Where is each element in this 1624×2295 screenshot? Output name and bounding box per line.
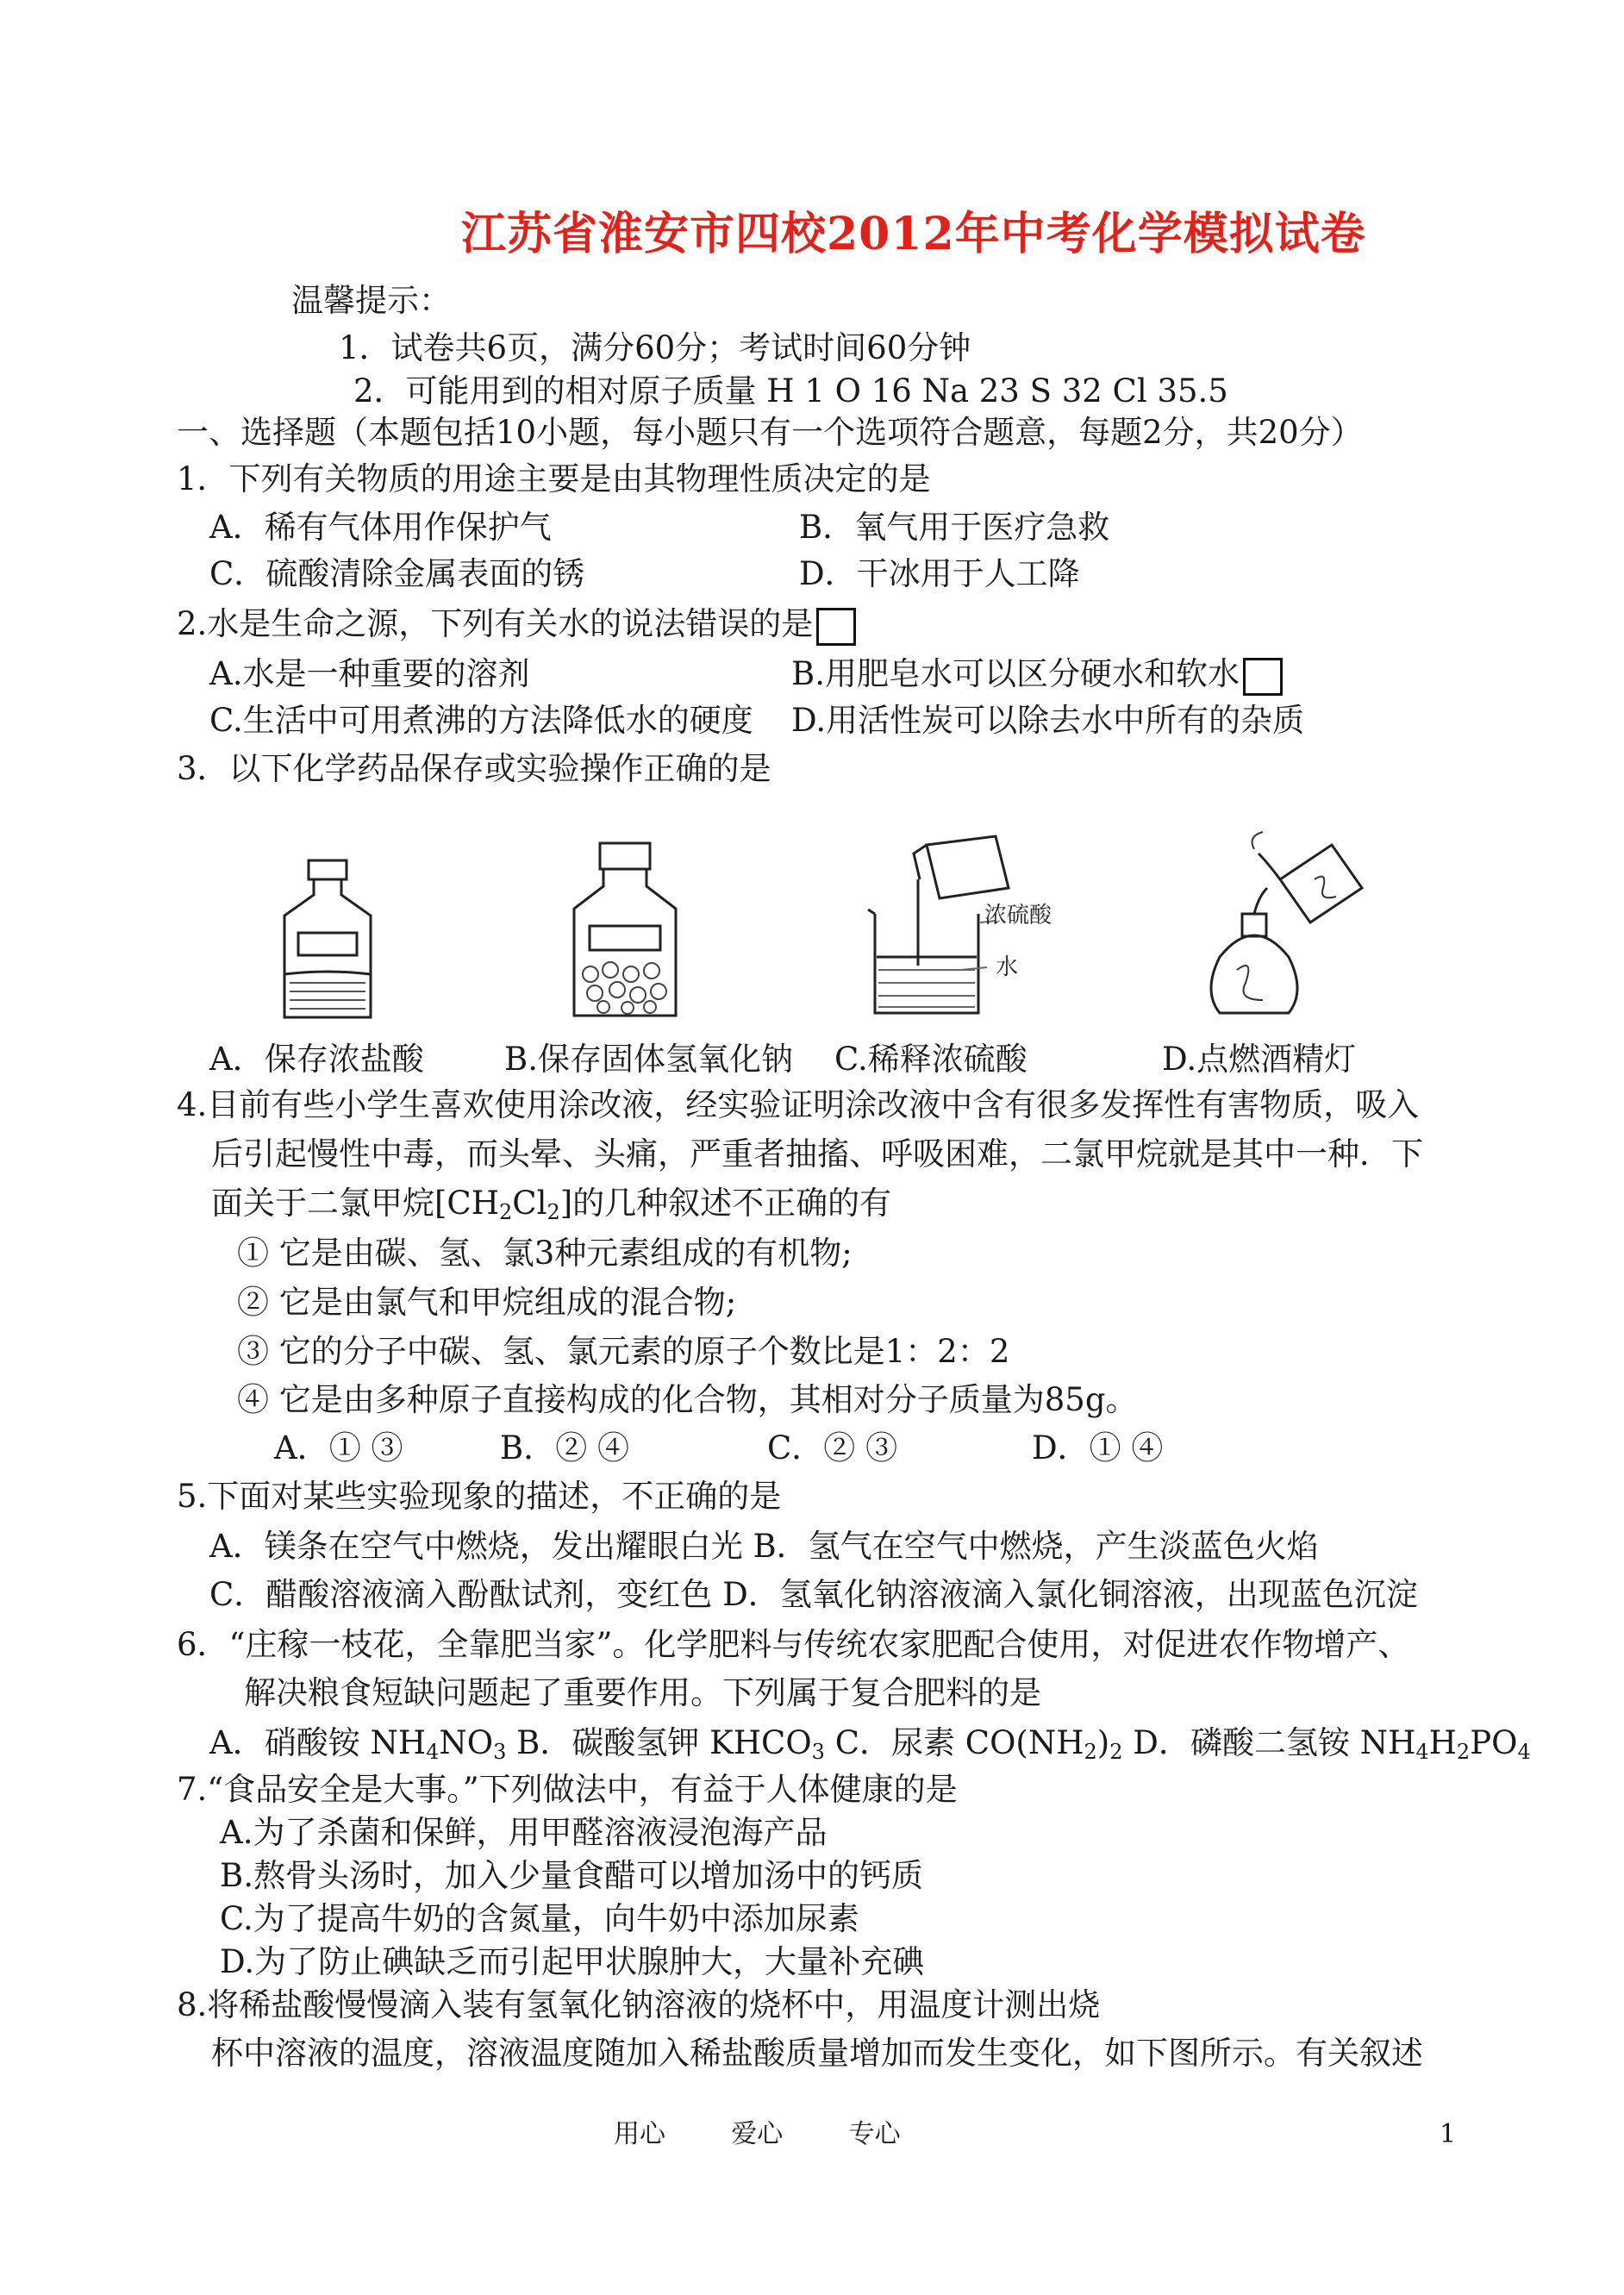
q3-option-c: C.稀释浓硫酸 <box>834 1041 1027 1078</box>
tip-2: 2．可能用到的相对原子质量 H 1 O 16 Na 23 S 32 Cl 35.5 <box>353 372 1228 410</box>
q4-line-2: 后引起慢性中毒，而头晕、头痛，严重者抽搐、呼吸困难，二氯甲烷就是其中一种．下 <box>211 1135 1423 1173</box>
q4-option-d: D．① ④ <box>1032 1429 1164 1466</box>
q4-option-b: B．② ④ <box>500 1429 629 1466</box>
q2-option-b: B.用肥皂水可以区分硬水和软水 <box>791 655 1240 692</box>
q4-sub-2: 2 <box>547 1200 560 1224</box>
sub: 3 <box>811 1740 825 1764</box>
q3-option-a: A．保存浓盐酸 <box>209 1041 424 1078</box>
q4-item-2: ② 它是由氯气和甲烷组成的混合物; <box>237 1284 737 1321</box>
q3-stem: 3．以下化学药品保存或实验操作正确的是 <box>177 750 771 787</box>
tips-heading: 温馨提示： <box>291 282 451 319</box>
q1-option-a: A．稀有气体用作保护气 <box>209 509 552 546</box>
q4-line-3 <box>211 1183 891 1224</box>
exam-title: 江苏省淮安市四校2012年中考化学模拟试卷 <box>461 208 1366 260</box>
q6-b-text: B．碳酸氢钾 KHCO <box>506 1724 812 1761</box>
q5-stem: 5.下面对某些实验现象的描述，不正确的是 <box>177 1478 782 1515</box>
q4-sub-1: 2 <box>499 1200 513 1224</box>
q4-line-1: 4.目前有些小学生喜欢使用涂改液，经实验证明涂改液中含有很多发挥性有害物质，吸入 <box>177 1086 1420 1123</box>
q4-option-a: A．① ③ <box>274 1429 403 1466</box>
q1-stem: 1．下列有关物质的用途主要是由其物理性质决定的是 <box>177 460 931 497</box>
q6-c-text-2: ) <box>1096 1724 1110 1761</box>
alcohol-lamp-figure <box>1185 828 1384 1026</box>
label-water: 水 <box>996 954 1019 980</box>
q4-option-c: C．② ③ <box>767 1429 898 1466</box>
q2-option-a: A.水是一种重要的溶剂 <box>209 655 530 692</box>
q7-option-c: C.为了提高牛奶的含氮量，向牛奶中添加尿素 <box>220 1900 859 1937</box>
sub: 2 <box>1456 1740 1471 1764</box>
bottle-naoh-figure <box>552 836 698 1026</box>
q2-option-c: C.生活中可用煮沸的方法降低水的硬度 <box>209 702 753 739</box>
footer-motto: 用心 爱心 专心 <box>614 2119 901 2149</box>
q1-option-c: C．硫酸清除金属表面的锈 <box>209 555 585 592</box>
sub: 4 <box>1517 1740 1531 1764</box>
q6-d-text: D．磷酸二氢铵 NH <box>1122 1724 1416 1761</box>
q4-line-3-mid: Cl <box>512 1185 547 1222</box>
label-conc-sulfuric-acid: 浓硫酸 <box>984 903 1052 929</box>
q1-option-b: B．氧气用于医疗急救 <box>799 509 1110 546</box>
q7-option-a: A.为了杀菌和保鲜，用甲醛溶液浸泡海产品 <box>220 1814 828 1851</box>
q2-option-b-line <box>791 653 1283 696</box>
sub: 3 <box>493 1740 507 1764</box>
dilute-acid-figure <box>866 828 1082 1026</box>
q7-option-d: D.为了防止碘缺乏而引起甲状腺肿大，大量补充碘 <box>220 1943 925 1980</box>
q7-stem: 7.“食品安全是大事。”下列做法中，有益于人体健康的是 <box>177 1771 958 1808</box>
q4-line-3-pre: 面关于二氯甲烷[CH <box>211 1185 500 1222</box>
sub: 4 <box>426 1740 440 1764</box>
q6-c-text: C．尿素 CO(NH <box>824 1724 1084 1761</box>
q6-line-2: 解决粮食短缺问题起了重要作用。下列属于复合肥料的是 <box>244 1674 1041 1711</box>
q2-stem: 2.水是生命之源，下列有关水的说法错误的是 <box>177 605 814 642</box>
tip-1: 1．试卷共6页，满分60分；考试时间60分钟 <box>339 329 971 366</box>
q3-option-b: B.保存固体氢氧化钠 <box>504 1041 793 1078</box>
q5-options-cd: C．醋酸溶液滴入酚酞试剂，变红色 D．氢氧化钠溶液滴入氯化铜溶液，出现蓝色沉淀 <box>209 1576 1418 1613</box>
q8-line-1: 8.将稀盐酸慢慢滴入装有氢氧化钠溶液的烧杯中，用温度计测出烧 <box>177 1986 1101 2023</box>
sub: 4 <box>1415 1740 1429 1764</box>
q4-item-3: ③ 它的分子中碳、氢、氯元素的原子个数比是1：2：2 <box>237 1333 1010 1370</box>
q6-options <box>209 1723 1531 1764</box>
q4-item-4: ④ 它是由多种原子直接构成的化合物，其相对分子质量为85g。 <box>237 1381 1138 1418</box>
page-number: 1 <box>1440 2119 1457 2149</box>
q6-d-text-3: PO <box>1470 1724 1518 1761</box>
q2-stem-line <box>177 603 856 646</box>
q6-d-text-2: H <box>1428 1724 1457 1761</box>
q6-line-1: 6．“庄稼一枝花，全靠肥当家”。化学肥料与传统农家肥配合使用，对促进农作物增产、 <box>177 1626 1410 1663</box>
bottle-hcl-figure <box>259 854 397 1026</box>
answer-box <box>1243 658 1283 696</box>
q1-option-d: D．干冰用于人工降 <box>799 555 1080 592</box>
sub: 2 <box>1109 1740 1123 1764</box>
sub: 2 <box>1084 1740 1097 1764</box>
q6-a-text-2: NO <box>439 1724 494 1761</box>
section-heading: 一、选择题（本题包括10小题，每小题只有一个选项符合题意，每题2分，共20分） <box>177 414 1363 451</box>
q4-line-3-post: ]的几种叙述不正确的有 <box>559 1185 892 1222</box>
q2-option-d: D.用活性炭可以除去水中所有的杂质 <box>791 702 1305 739</box>
answer-box <box>816 608 856 646</box>
q3-option-d: D.点燃酒精灯 <box>1162 1041 1357 1078</box>
q8-line-2: 杯中溶液的温度，溶液温度随加入稀盐酸质量增加而发生变化，如下图所示。有关叙述 <box>211 2035 1423 2072</box>
q6-a-text: A．硝酸铵 NH <box>209 1724 427 1761</box>
q4-item-1: ① 它是由碳、氢、氯3种元素组成的有机物; <box>237 1235 853 1272</box>
q5-options-ab: A．镁条在空气中燃烧，发出耀眼白光 B．氢气在空气中燃烧，产生淡蓝色火焰 <box>209 1528 1319 1565</box>
q7-option-b: B.熬骨头汤时，加入少量食醋可以增加汤中的钙质 <box>220 1857 923 1894</box>
